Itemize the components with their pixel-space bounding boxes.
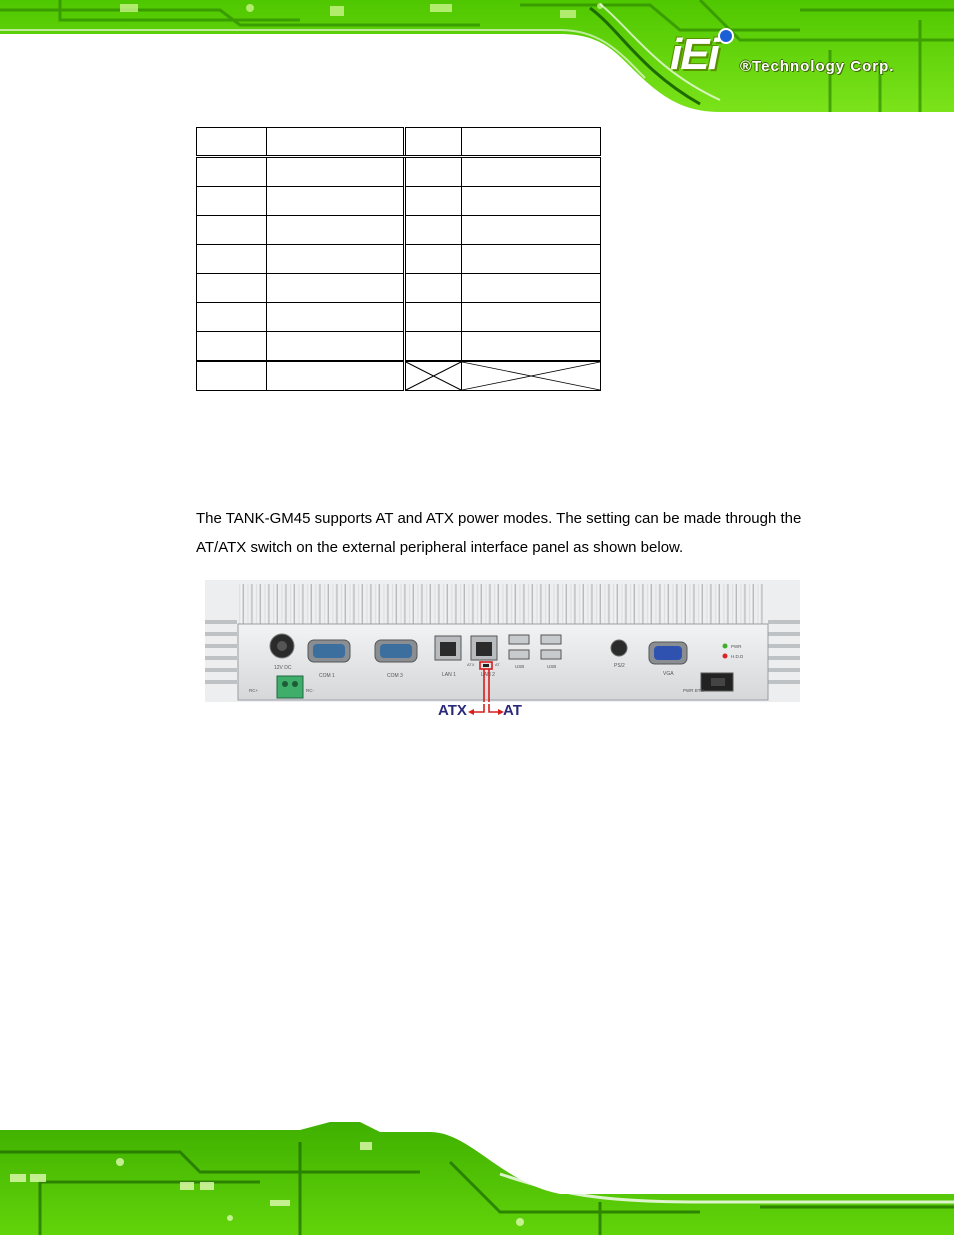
table-cell	[405, 332, 462, 362]
rear-panel-illustration	[205, 580, 800, 702]
crossed-out-cell	[462, 361, 601, 391]
heatsink-fin	[537, 584, 542, 626]
heatsink-fin	[690, 584, 695, 626]
table-cell	[267, 216, 405, 245]
heatsink-fin	[375, 584, 380, 626]
heatsink-fin	[613, 584, 618, 626]
heatsink-fin	[469, 584, 474, 626]
heatsink-fin	[333, 584, 338, 626]
table-cell	[267, 128, 405, 157]
table-row	[197, 216, 601, 245]
table-row	[197, 245, 601, 274]
heatsink-fin	[409, 584, 414, 626]
heatsink-fin	[724, 584, 729, 626]
table-row	[197, 303, 601, 332]
heatsink-fin	[664, 584, 669, 626]
table-cell	[267, 274, 405, 303]
table-row	[197, 332, 601, 362]
pcb-footer-graphic	[0, 1122, 954, 1235]
heatsink-fin	[392, 584, 397, 626]
table-cell	[462, 157, 601, 187]
label-pwr: PWR	[731, 644, 742, 649]
heatsink-fin	[401, 584, 406, 626]
heatsink-fin	[528, 584, 533, 626]
logo-text: ®Technology Corp.	[740, 58, 895, 75]
heatsink-fin	[749, 584, 754, 626]
table-cell	[405, 128, 462, 157]
heatsink-fin	[273, 584, 278, 626]
heatsink-fin	[350, 584, 355, 626]
label-rc-plus: RC+	[249, 688, 259, 693]
heatsink-fin	[545, 584, 550, 626]
table-cell	[405, 303, 462, 332]
table-cell	[197, 128, 267, 157]
heatsink-fin	[588, 584, 593, 626]
table-cell	[197, 332, 267, 362]
heatsink-fin	[622, 584, 627, 626]
heatsink-fin	[384, 584, 389, 626]
heatsink-fin	[435, 584, 440, 626]
heatsink-fin	[579, 584, 584, 626]
heatsink-fin	[707, 584, 712, 626]
heatsink-fin	[316, 584, 321, 626]
heatsink-fin	[758, 584, 763, 626]
heatsink-fin	[732, 584, 737, 626]
label-lan2: LAN 2	[481, 672, 495, 678]
table-cell	[197, 274, 267, 303]
table-cell	[462, 303, 601, 332]
table-cell	[462, 332, 601, 362]
heatsink-fin	[656, 584, 661, 626]
heatsink-fin	[256, 584, 261, 626]
table-row	[197, 361, 601, 391]
table-cell	[197, 157, 267, 187]
table-cell	[267, 361, 405, 391]
heatsink-fin	[477, 584, 482, 626]
heatsink-fin	[673, 584, 678, 626]
heatsink-fin	[265, 584, 270, 626]
logo-dot-icon	[718, 28, 734, 44]
table-cell	[197, 361, 267, 391]
heatsink-fin	[503, 584, 508, 626]
table-cell	[197, 216, 267, 245]
table-row	[197, 157, 601, 187]
heatsink-fin	[554, 584, 559, 626]
heatsink-fin	[681, 584, 686, 626]
table-cell	[405, 157, 462, 187]
table-cell	[267, 332, 405, 362]
table-cell	[462, 128, 601, 157]
heatsink-fin	[367, 584, 372, 626]
heatsink-fin	[630, 584, 635, 626]
table-cell	[197, 187, 267, 216]
heatsink-fin	[460, 584, 465, 626]
heatsink-fin	[443, 584, 448, 626]
heatsink-fin	[562, 584, 567, 626]
company-logo	[668, 26, 938, 86]
heatsink-fin	[290, 584, 295, 626]
label-hdd: H.D.D	[731, 654, 744, 659]
callout-atx-label: ATX	[438, 702, 467, 719]
pinout-table	[196, 127, 601, 391]
heatsink-fin	[571, 584, 576, 626]
table-cell	[462, 245, 601, 274]
label-com1: COM 1	[319, 673, 335, 679]
cross-out-icon	[462, 362, 600, 390]
body-paragraph: The TANK-GM45 supports AT and ATX power modes. The setting can be made through the AT/ATX switch on the external peripheral interface panel as shown below.	[196, 510, 802, 556]
device-rear-panel-image	[205, 580, 800, 702]
table-cell	[267, 157, 405, 187]
heatsink-fin	[639, 584, 644, 626]
heatsink-fin	[324, 584, 329, 626]
table-cell	[197, 245, 267, 274]
heatsink-fin	[486, 584, 491, 626]
cross-out-icon	[406, 362, 461, 390]
crossed-out-cell	[405, 361, 462, 391]
heatsink-fin	[520, 584, 525, 626]
table-cell	[462, 187, 601, 216]
label-vga: VGA	[663, 671, 674, 677]
heatsink-fin	[715, 584, 720, 626]
label-pwr-btn: PWR BTN	[683, 688, 704, 693]
table-row	[197, 274, 601, 303]
label-ps2: PS/2	[614, 663, 625, 669]
label-12v-dc: 12V DC	[274, 665, 292, 671]
table-cell	[462, 216, 601, 245]
heatsink-fin	[741, 584, 746, 626]
table-row	[197, 187, 601, 216]
label-usb1: USB	[515, 664, 525, 669]
table-cell	[267, 303, 405, 332]
table-cell	[405, 274, 462, 303]
heatsink-fin	[307, 584, 312, 626]
label-com3: COM 3	[387, 673, 403, 679]
heatsink-fin	[341, 584, 346, 626]
label-atx-small: ATX	[467, 662, 475, 667]
heatsink-fin	[698, 584, 703, 626]
heatsink-fin	[596, 584, 601, 626]
heatsink-fin	[418, 584, 423, 626]
heatsink-fin	[299, 584, 304, 626]
heatsink-fin	[282, 584, 287, 626]
heatsink-fin	[239, 584, 244, 626]
heatsink-fin	[452, 584, 457, 626]
table-cell	[405, 245, 462, 274]
table-cell	[462, 274, 601, 303]
label-rc-minus: RC-	[306, 688, 314, 693]
logo-mark: iEi	[670, 30, 718, 79]
table-cell	[197, 303, 267, 332]
page-header	[0, 0, 954, 112]
label-at-small: AT	[495, 662, 500, 667]
table-cell	[405, 187, 462, 216]
heatsink-fin	[358, 584, 363, 626]
table-cell	[405, 216, 462, 245]
heatsink-fin	[511, 584, 516, 626]
heatsink-fin	[248, 584, 253, 626]
heatsink-fin	[647, 584, 652, 626]
heatsink-fin	[426, 584, 431, 626]
table-cell	[267, 187, 405, 216]
callout-at-label: AT	[503, 702, 522, 719]
heatsink-fin	[494, 584, 499, 626]
heatsink-fin	[605, 584, 610, 626]
label-usb2: USB	[547, 664, 557, 669]
label-lan1: LAN 1	[442, 672, 456, 678]
page-footer	[0, 1122, 954, 1235]
table-cell	[267, 245, 405, 274]
table-row	[197, 128, 601, 157]
